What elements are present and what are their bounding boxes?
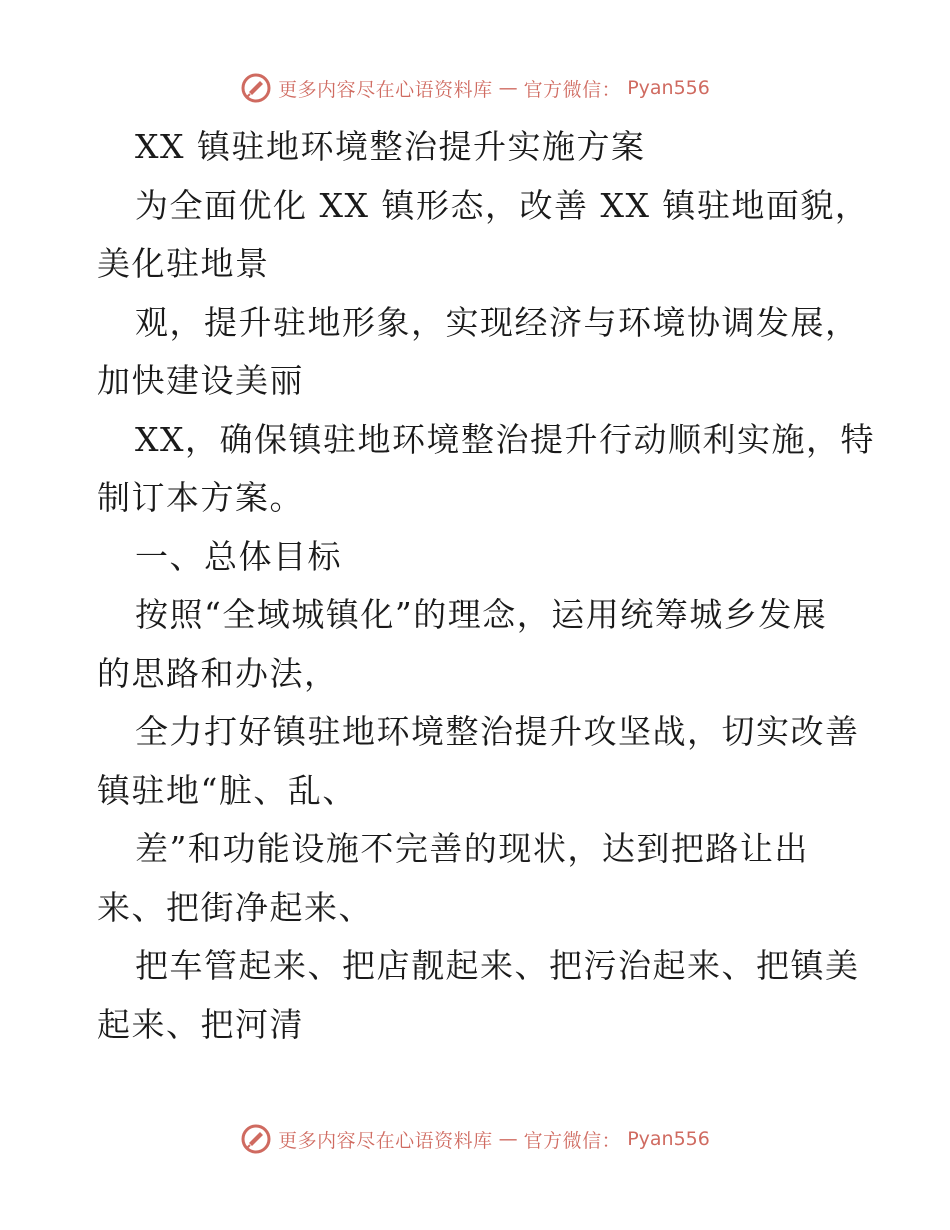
document-line: 加快建设美丽 <box>97 361 304 400</box>
watermark-wechat-id: Pyan556 <box>627 77 710 99</box>
document-line: 的思路和办法， <box>97 653 339 693</box>
document-line: 按照“全域城镇化”的理念，运用统筹城乡发展 <box>135 595 828 634</box>
watermark-text: 更多内容尽在心语资料库 <box>278 1129 493 1152</box>
document-body <box>97 118 875 1054</box>
document-line: XX，确保镇驻地环境整治提升行动顺利实施，特 <box>135 419 875 459</box>
footer-watermark <box>0 1123 950 1155</box>
watermark-wechat-label: 官方微信： <box>523 1129 622 1152</box>
watermark-separator: — <box>498 1128 518 1150</box>
document-line: 观，提升驻地形象，实现经济与环境协调发展， <box>135 302 860 342</box>
document-line: 制订本方案。 <box>97 478 304 517</box>
document-line: 镇驻地“脏、乱、 <box>97 770 357 810</box>
document-line: XX 镇驻地环境整治提升实施方案 <box>135 127 646 166</box>
brand-logo-icon <box>240 1123 272 1155</box>
watermark-wechat-id: Pyan556 <box>627 1128 710 1150</box>
document-line: 起来、把河清 <box>97 1004 304 1044</box>
header-watermark <box>0 72 950 104</box>
document-line: 美化驻地景 <box>97 244 270 283</box>
brand-logo-icon <box>240 72 272 104</box>
document-line: 差”和功能设施不完善的现状，达到把路让出 <box>135 829 809 868</box>
watermark-text: 更多内容尽在心语资料库 <box>278 78 493 101</box>
document-line: 把车管起来、把店靓起来、把污治起来、把镇美 <box>135 946 860 985</box>
watermark-separator: — <box>498 77 518 99</box>
document-line: 来、把街净起来、 <box>97 887 373 927</box>
section-heading: 一、总体目标 <box>135 536 342 576</box>
document-line: 全力打好镇驻地环境整治提升攻坚战，切实改善 <box>135 712 860 751</box>
watermark-wechat-label: 官方微信： <box>523 78 622 101</box>
document-line: 为全面优化 XX 镇形态，改善 XX 镇驻地面貌， <box>135 185 870 225</box>
